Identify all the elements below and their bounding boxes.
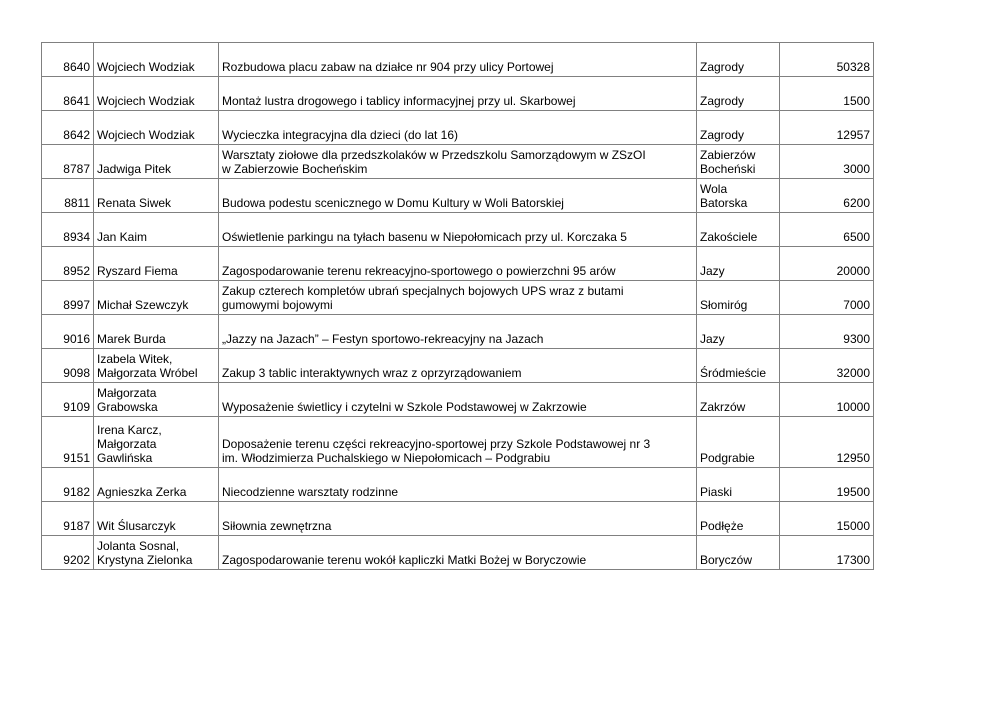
project-id-cell: 9016 bbox=[42, 315, 94, 349]
table-row bbox=[42, 213, 874, 247]
location-cell: Zagrody bbox=[697, 43, 780, 77]
amount-cell: 19500 bbox=[780, 468, 874, 502]
location-cell: Zabierzów Bocheński bbox=[697, 145, 780, 179]
location-cell: Boryczów bbox=[697, 536, 780, 570]
amount-cell: 20000 bbox=[780, 247, 874, 281]
project-id-cell: 8997 bbox=[42, 281, 94, 315]
project-title-cell: Warsztaty ziołowe dla przedszkolaków w Przedszkolu Samorządowym w ZSzOI w Zabierzowie Bocheńskim bbox=[219, 145, 697, 179]
table-row bbox=[42, 111, 874, 145]
project-id-cell: 9109 bbox=[42, 383, 94, 417]
project-id-cell: 9187 bbox=[42, 502, 94, 536]
project-title-cell: Zagospodarowanie terenu wokół kapliczki Matki Bożej w Boryczowie bbox=[219, 536, 697, 570]
location-cell: Podgrabie bbox=[697, 417, 780, 468]
applicant-name-cell: Wojciech Wodziak bbox=[94, 111, 219, 145]
project-title-cell: Wyposażenie świetlicy i czytelni w Szkole Podstawowej w Zakrzowie bbox=[219, 383, 697, 417]
project-id-cell: 8642 bbox=[42, 111, 94, 145]
project-id-cell: 9151 bbox=[42, 417, 94, 468]
amount-cell: 1500 bbox=[780, 77, 874, 111]
projects-table bbox=[41, 42, 874, 570]
project-title-cell: Zakup 3 tablic interaktywnych wraz z oprzyrządowaniem bbox=[219, 349, 697, 383]
applicant-name-cell: Małgorzata Grabowska bbox=[94, 383, 219, 417]
project-title-cell: Montaż lustra drogowego i tablicy informacyjnej przy ul. Skarbowej bbox=[219, 77, 697, 111]
project-id-cell: 8934 bbox=[42, 213, 94, 247]
project-title-cell: Budowa podestu scenicznego w Domu Kultury w Woli Batorskiej bbox=[219, 179, 697, 213]
table-row bbox=[42, 536, 874, 570]
table-row bbox=[42, 502, 874, 536]
table-row bbox=[42, 281, 874, 315]
location-cell: Jazy bbox=[697, 315, 780, 349]
amount-cell: 6500 bbox=[780, 213, 874, 247]
table-row bbox=[42, 383, 874, 417]
project-id-cell: 8641 bbox=[42, 77, 94, 111]
amount-cell: 50328 bbox=[780, 43, 874, 77]
project-id-cell: 9098 bbox=[42, 349, 94, 383]
project-id-cell: 8640 bbox=[42, 43, 94, 77]
location-cell: Zagrody bbox=[697, 111, 780, 145]
table-row bbox=[42, 179, 874, 213]
project-title-cell: Wycieczka integracyjna dla dzieci (do lat 16) bbox=[219, 111, 697, 145]
location-cell: Zakościele bbox=[697, 213, 780, 247]
project-title-cell: „Jazzy na Jazach” – Festyn sportowo-rekreacyjny na Jazach bbox=[219, 315, 697, 349]
project-id-cell: 9202 bbox=[42, 536, 94, 570]
location-cell: Zagrody bbox=[697, 77, 780, 111]
applicant-name-cell: Jadwiga Pitek bbox=[94, 145, 219, 179]
amount-cell: 10000 bbox=[780, 383, 874, 417]
amount-cell: 12957 bbox=[780, 111, 874, 145]
location-cell: Podłęże bbox=[697, 502, 780, 536]
table-row bbox=[42, 247, 874, 281]
amount-cell: 12950 bbox=[780, 417, 874, 468]
table-row bbox=[42, 468, 874, 502]
amount-cell: 32000 bbox=[780, 349, 874, 383]
table-row bbox=[42, 43, 874, 77]
amount-cell: 9300 bbox=[780, 315, 874, 349]
location-cell: Śródmieście bbox=[697, 349, 780, 383]
applicant-name-cell: Agnieszka Zerka bbox=[94, 468, 219, 502]
applicant-name-cell: Izabela Witek, Małgorzata Wróbel bbox=[94, 349, 219, 383]
amount-cell: 3000 bbox=[780, 145, 874, 179]
applicant-name-cell: Irena Karcz, Małgorzata Gawlińska bbox=[94, 417, 219, 468]
applicant-name-cell: Jolanta Sosnal, Krystyna Zielonka bbox=[94, 536, 219, 570]
amount-cell: 15000 bbox=[780, 502, 874, 536]
applicant-name-cell: Ryszard Fiema bbox=[94, 247, 219, 281]
location-cell: Piaski bbox=[697, 468, 780, 502]
applicant-name-cell: Wojciech Wodziak bbox=[94, 77, 219, 111]
applicant-name-cell: Renata Siwek bbox=[94, 179, 219, 213]
location-cell: Jazy bbox=[697, 247, 780, 281]
table-row bbox=[42, 315, 874, 349]
location-cell: Słomiróg bbox=[697, 281, 780, 315]
applicant-name-cell: Marek Burda bbox=[94, 315, 219, 349]
location-cell: Wola Batorska bbox=[697, 179, 780, 213]
project-title-cell: Zakup czterech kompletów ubrań specjalnych bojowych UPS wraz z butami gumowymi bojowymi bbox=[219, 281, 697, 315]
amount-cell: 6200 bbox=[780, 179, 874, 213]
amount-cell: 7000 bbox=[780, 281, 874, 315]
table-row bbox=[42, 145, 874, 179]
project-title-cell: Siłownia zewnętrzna bbox=[219, 502, 697, 536]
project-id-cell: 8952 bbox=[42, 247, 94, 281]
project-title-cell: Rozbudowa placu zabaw na działce nr 904 przy ulicy Portowej bbox=[219, 43, 697, 77]
project-id-cell: 8787 bbox=[42, 145, 94, 179]
applicant-name-cell: Wojciech Wodziak bbox=[94, 43, 219, 77]
project-id-cell: 8811 bbox=[42, 179, 94, 213]
project-title-cell: Niecodzienne warsztaty rodzinne bbox=[219, 468, 697, 502]
amount-cell: 17300 bbox=[780, 536, 874, 570]
project-id-cell: 9182 bbox=[42, 468, 94, 502]
table-row bbox=[42, 349, 874, 383]
project-title-cell: Zagospodarowanie terenu rekreacyjno-sportowego o powierzchni 95 arów bbox=[219, 247, 697, 281]
table-row bbox=[42, 417, 874, 468]
applicant-name-cell: Jan Kaim bbox=[94, 213, 219, 247]
location-cell: Zakrzów bbox=[697, 383, 780, 417]
table-row bbox=[42, 77, 874, 111]
project-title-cell: Oświetlenie parkingu na tyłach basenu w Niepołomicach przy ul. Korczaka 5 bbox=[219, 213, 697, 247]
applicant-name-cell: Wit Ślusarczyk bbox=[94, 502, 219, 536]
applicant-name-cell: Michał Szewczyk bbox=[94, 281, 219, 315]
project-title-cell: Doposażenie terenu części rekreacyjno-sportowej przy Szkole Podstawowej nr 3 im. Włodzimierza Puchalskiego w Niepołomicach – Podgrabiu bbox=[219, 417, 697, 468]
